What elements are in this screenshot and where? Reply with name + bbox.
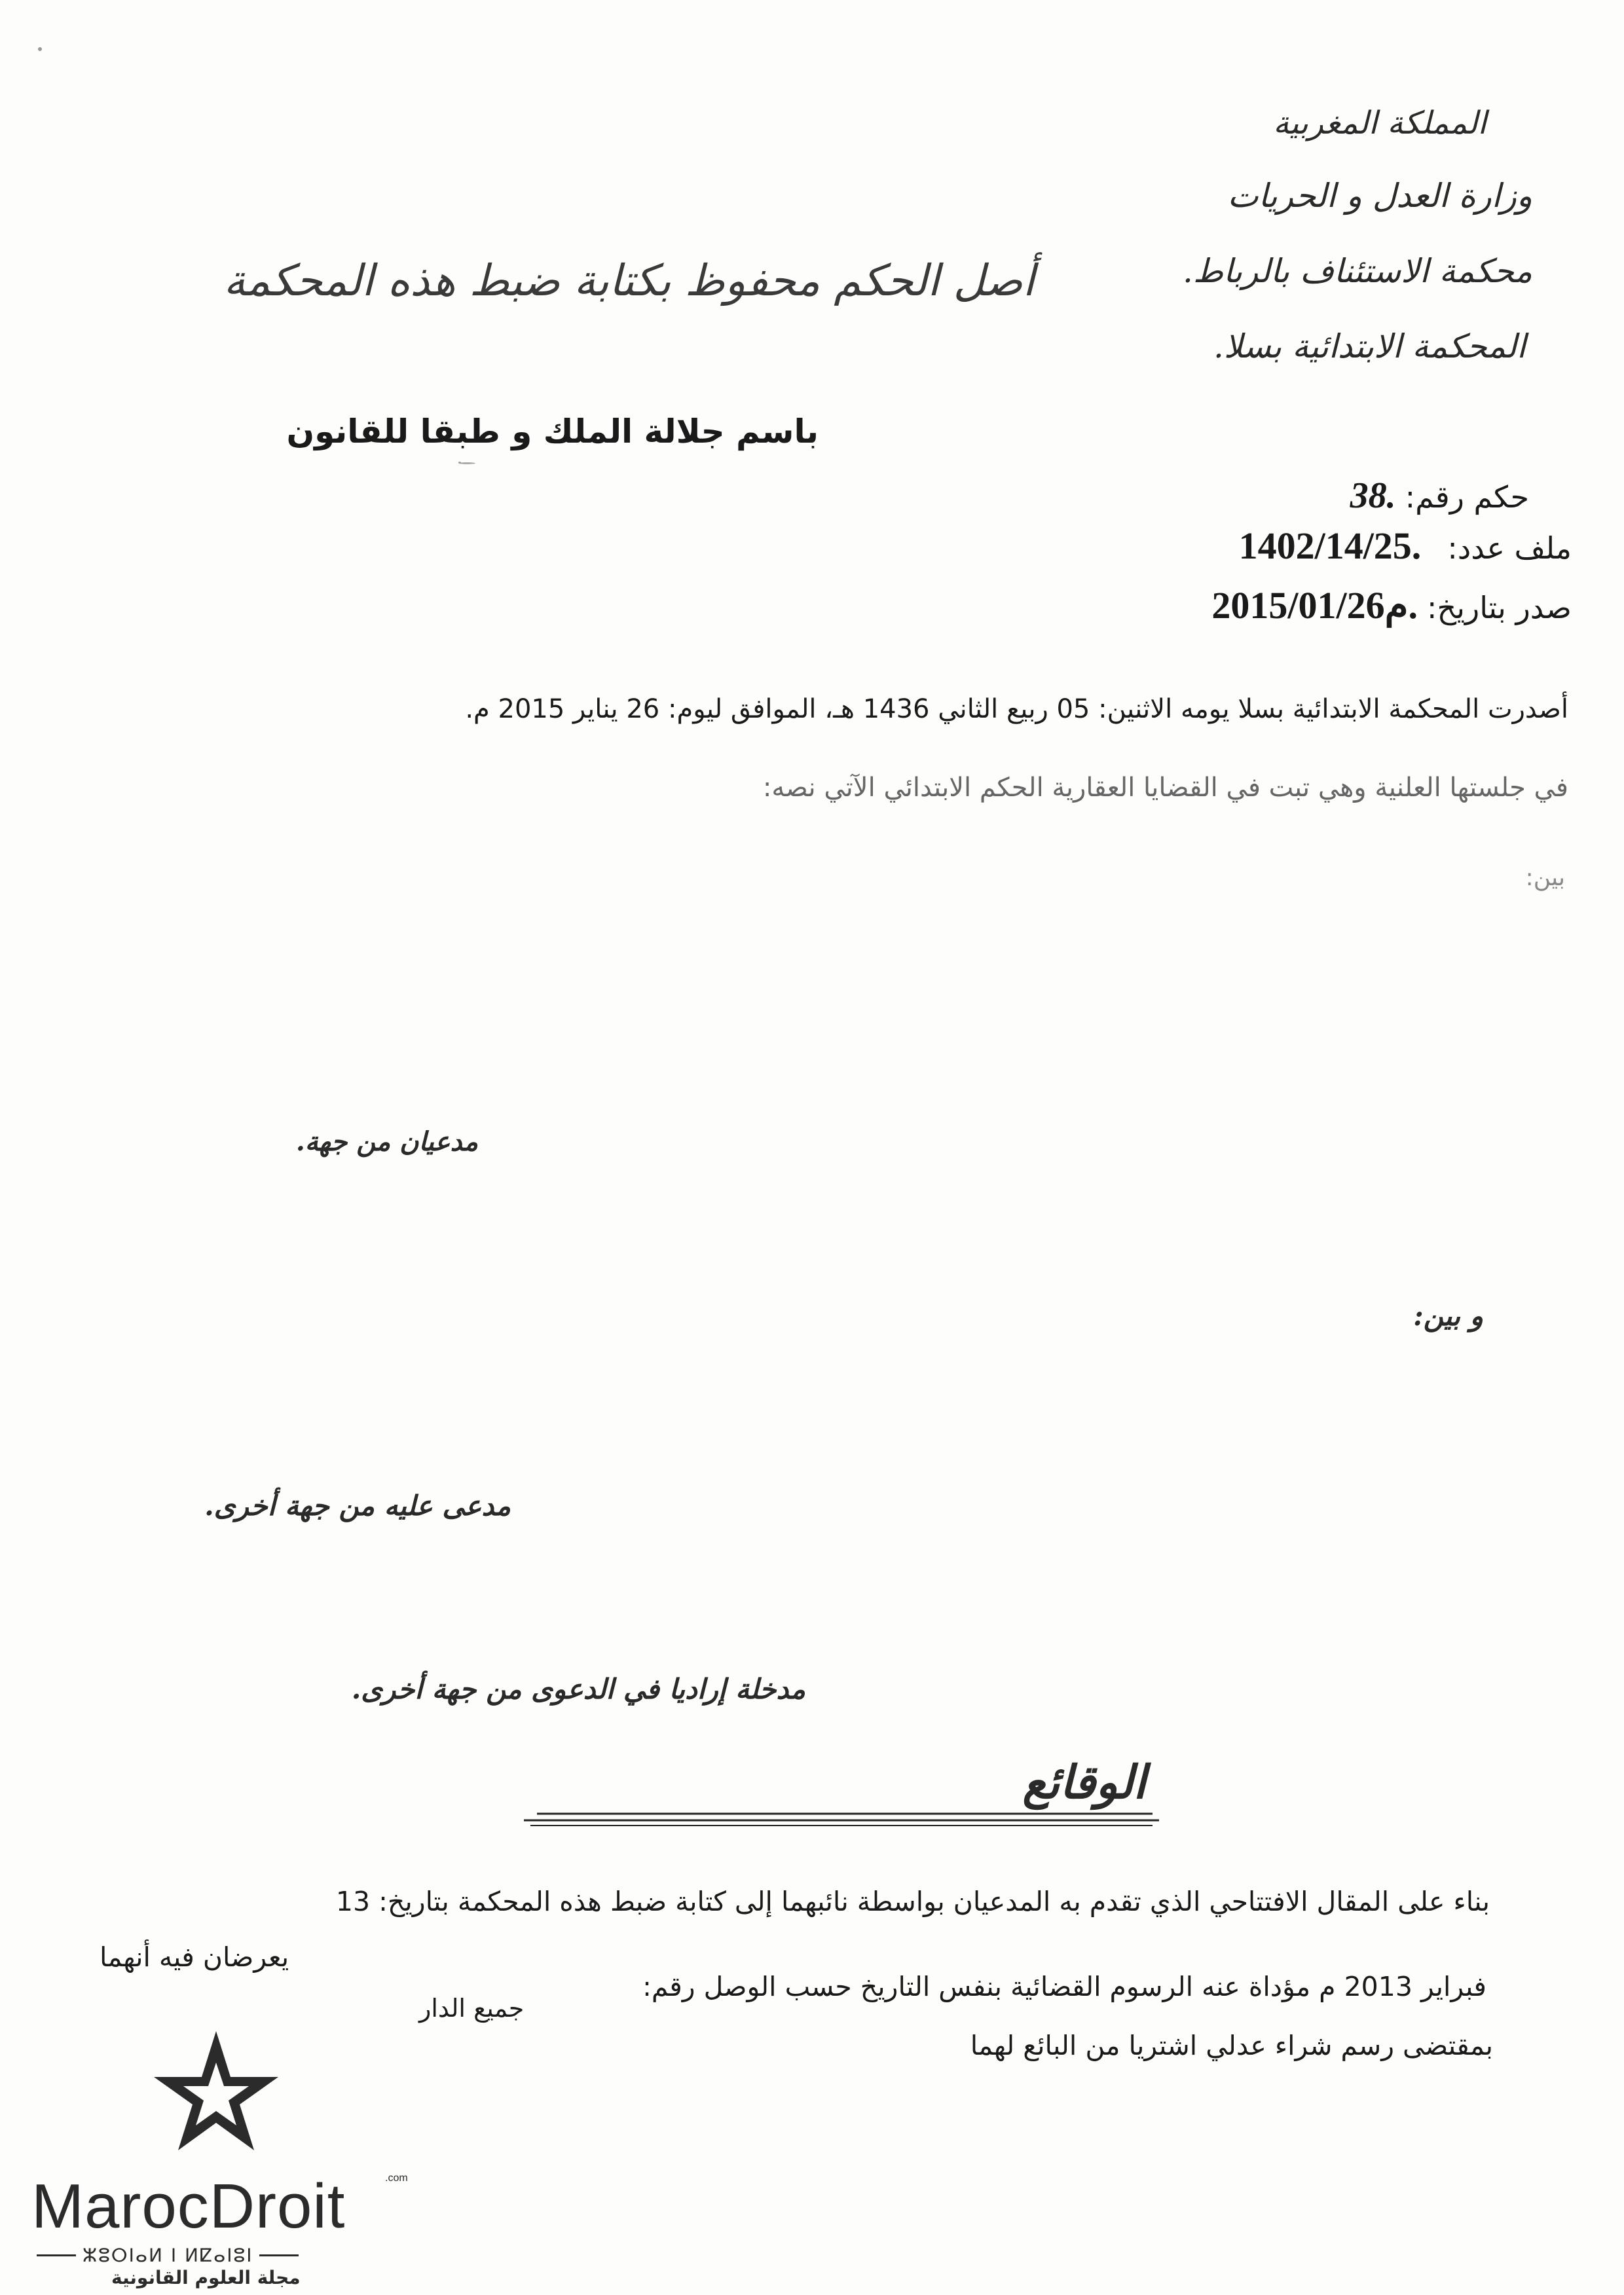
facts-heading-block [485,1755,1172,1833]
intro-line-1: أصدرت المحكمة الابتدائية بسلا يومه الاثنين: 05 ربيع الثاني 1436 هـ، الموافق ليوم: 26 يناير 2015 م. [465,694,1568,724]
issue-date: 2015/01/26م. [1211,584,1418,627]
date-label: صدر بتاريخ: [1427,590,1572,625]
facts-line-2a: فبراير 2013 م مؤداة عنه الرسوم القضائية بنفس التاريخ حسب الوصل رقم: [642,1971,1486,2002]
logo-tifinagh-line [37,2245,384,2266]
judgment-number: 38. [1350,475,1396,516]
between-label: بين: [1525,864,1565,891]
facts-line-2b: يعرضان فيه أنهما [100,1941,289,1973]
facts-line-3b: بمقتضى رسم شراء عدلي اشتريا من البائع لهما [970,2030,1493,2061]
header-ministry: وزارة العدل و الحريات [1227,177,1532,215]
invocation-title: باسم جلالة الملك و طبقا للقانون [286,413,819,450]
logo-com: .com [385,2173,408,2184]
logo-tifinagh: ⵣⵓⵔⵏⴰⵍ ⵏ ⵍⵇⴰⵏⵓⵏ [83,2245,253,2266]
scan-speck [458,462,475,464]
intro-line-2: في جلستها العلنية وهي تبت في القضايا العقارية الحكم الابتدائي الآتي نصه: [762,773,1568,803]
scan-speck [38,47,42,51]
header-first-instance-court: المحكمة الابتدائية بسلا. [1213,327,1526,365]
file-label: ملف عدد: [1447,530,1572,566]
facts-heading-underline [485,1755,1172,1833]
header-appeal-court: محكمة الاستئناف بالرباط. [1182,252,1532,290]
logo-brand: MarocDroit [31,2171,346,2241]
file-number: 1402/14/25. [1238,524,1422,567]
logo-rule-left [37,2254,76,2256]
judgment-number-row [1350,475,1529,517]
marocdroit-logo [26,2023,408,2288]
facts-heading: الوقائع [1022,1755,1146,1809]
facts-line-1: بناء على المقال الافتتاحي الذي تقدم به المدعيان بواسطة نائبهما إلى كتابة ضبط هذه المحكمة بتاريخ: 13 [335,1886,1490,1917]
facts-line-3a: جميع الدار [419,1994,525,2023]
star-pentagram-icon [26,2023,380,2167]
plaintiffs-label: مدعيان من جهة. [295,1126,478,1157]
defendant-label: مدعى عليه من جهة أخرى. [204,1490,511,1522]
intervener-label: مدخلة إراديا في الدعوى من جهة أخرى. [351,1673,805,1705]
logo-rule-right [259,2254,299,2256]
logo-subtitle: مجلة العلوم القانونية [111,2267,301,2288]
judgment-label: حكم رقم: [1405,479,1529,515]
and-between-label: و بين: [1413,1300,1483,1332]
file-number-row [1239,524,1572,568]
header-kingdom: المملكة المغربية [1273,105,1486,141]
issue-date-row [1211,583,1572,627]
original-judgment-stamp: أصل الحكم محفوظ بكتابة ضبط هذه المحكمة [223,255,1035,306]
